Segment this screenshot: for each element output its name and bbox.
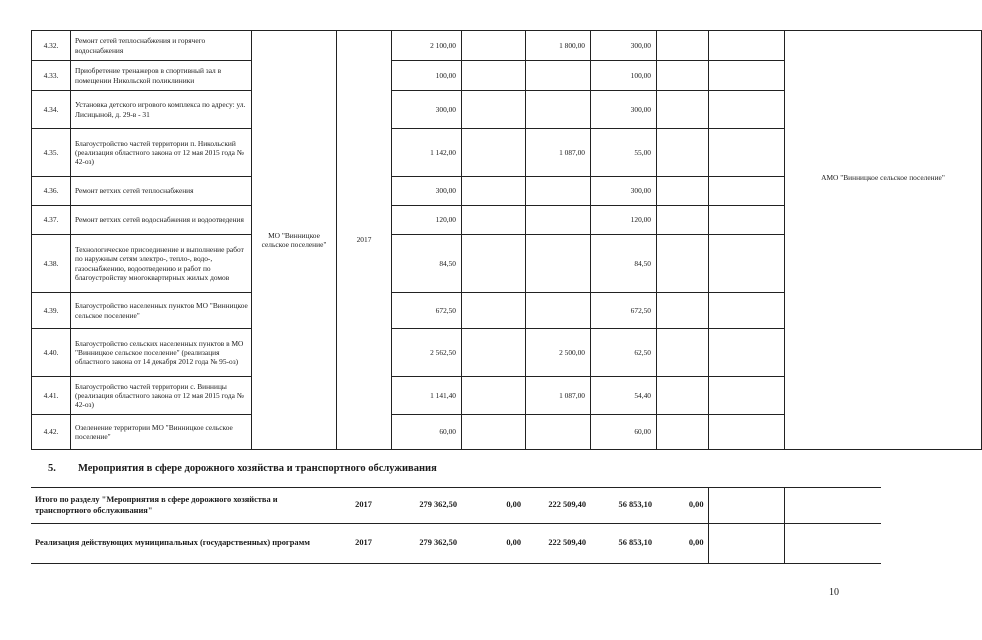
- total-value: 60,00: [392, 415, 462, 450]
- totals-col4: 56 853,10: [590, 488, 656, 524]
- col4-value: 100,00: [591, 61, 657, 91]
- totals-name: Реализация действующих муниципальных (государственных) программ: [31, 524, 336, 564]
- section-heading: [48, 463, 437, 474]
- col3-value: 1 087,00: [526, 129, 591, 177]
- total-value: 2 562,50: [392, 329, 462, 377]
- col6-value: [709, 61, 785, 91]
- totals-total: 279 362,50: [391, 524, 461, 564]
- totals-col2: 0,00: [461, 488, 525, 524]
- col2-value: [462, 31, 526, 61]
- measures-table: [31, 30, 982, 450]
- col6-value: [709, 377, 785, 415]
- row-number: 4.40.: [32, 329, 71, 377]
- col5-value: [657, 293, 709, 329]
- col5-value: [657, 206, 709, 235]
- col6-value: [709, 129, 785, 177]
- row-number: 4.37.: [32, 206, 71, 235]
- row-name: Ремонт ветхих сетей водоснабжения и водоотведения: [71, 206, 252, 235]
- col5-value: [657, 177, 709, 206]
- col6-value: [709, 293, 785, 329]
- row-name: Благоустройство частей территории п. Никольский (реализация областного закона от 12 мая 2015 года № 42-оз): [71, 129, 252, 177]
- totals-total: 279 362,50: [391, 488, 461, 524]
- col6-value: [709, 177, 785, 206]
- col3-value: 2 500,00: [526, 329, 591, 377]
- row-name: Приобретение тренажеров в спортивный зал в помещении Никольской поликлиники: [71, 61, 252, 91]
- row-number: 4.35.: [32, 129, 71, 177]
- section-number: 5.: [48, 463, 56, 474]
- table-row: [32, 31, 982, 61]
- col3-value: [526, 415, 591, 450]
- total-value: 120,00: [392, 206, 462, 235]
- totals-empty: [784, 488, 881, 524]
- col5-value: [657, 61, 709, 91]
- row-number: 4.36.: [32, 177, 71, 206]
- section-title: Мероприятия в сфере дорожного хозяйства и транспортного обслуживания: [78, 463, 437, 474]
- row-name: Технологическое присоединение и выполнение работ по наружным сетям электро-, тепло-, водо-, газоснабжению, водоотведению и работ по благоустройству многоквартирных жилых домов: [71, 235, 252, 293]
- col4-value: 60,00: [591, 415, 657, 450]
- col3-value: 1 087,00: [526, 377, 591, 415]
- totals-year: 2017: [336, 524, 391, 564]
- col4-value: 300,00: [591, 91, 657, 129]
- row-number: 4.32.: [32, 31, 71, 61]
- col4-value: 120,00: [591, 206, 657, 235]
- row-number: 4.33.: [32, 61, 71, 91]
- col4-value: 84,50: [591, 235, 657, 293]
- col3-value: [526, 235, 591, 293]
- executor-cell: [785, 31, 982, 450]
- row-number: 4.39.: [32, 293, 71, 329]
- totals-col3: 222 509,40: [525, 524, 590, 564]
- col6-value: [709, 329, 785, 377]
- totals-row: [31, 488, 881, 524]
- totals-col2: 0,00: [461, 524, 525, 564]
- col6-value: [709, 415, 785, 450]
- row-number: 4.41.: [32, 377, 71, 415]
- total-value: 2 100,00: [392, 31, 462, 61]
- col2-value: [462, 377, 526, 415]
- municipality-cell: [252, 31, 337, 450]
- row-number: 4.38.: [32, 235, 71, 293]
- col2-value: [462, 177, 526, 206]
- total-value: 1 142,00: [392, 129, 462, 177]
- col6-value: [709, 235, 785, 293]
- row-number: 4.34.: [32, 91, 71, 129]
- total-value: 84,50: [392, 235, 462, 293]
- totals-col4: 56 853,10: [590, 524, 656, 564]
- col6-value: [709, 206, 785, 235]
- col4-value: 300,00: [591, 177, 657, 206]
- row-name: Установка детского игрового комплекса по адресу: ул. Лисицыной, д. 29-в - 31: [71, 91, 252, 129]
- col2-value: [462, 91, 526, 129]
- col3-value: [526, 293, 591, 329]
- municipality-text: МО "Винницкое сельское поселение": [261, 230, 327, 249]
- col5-value: [657, 415, 709, 450]
- col2-value: [462, 293, 526, 329]
- col3-value: [526, 177, 591, 206]
- totals-empty: [784, 524, 881, 564]
- row-number: 4.42.: [32, 415, 71, 450]
- total-value: 300,00: [392, 91, 462, 129]
- executor-text: АМО "Винницкое сельское поселение": [821, 173, 945, 182]
- col3-value: [526, 61, 591, 91]
- row-name: Благоустройство населенных пунктов МО "Винницкое сельское поселение": [71, 293, 252, 329]
- year-cell: [337, 31, 392, 450]
- year-text: 2017: [356, 235, 372, 245]
- col3-value: [526, 206, 591, 235]
- total-value: 672,50: [392, 293, 462, 329]
- col4-value: 54,40: [591, 377, 657, 415]
- col2-value: [462, 129, 526, 177]
- row-name: Благоустройство сельских населенных пунктов в МО "Винницкое сельское поселение" (реализация областного закона от 14 декабря 2012 года № 95-оз): [71, 329, 252, 377]
- col5-value: [657, 377, 709, 415]
- col4-value: 62,50: [591, 329, 657, 377]
- totals-row: [31, 524, 881, 564]
- totals-empty: [708, 524, 784, 564]
- col2-value: [462, 61, 526, 91]
- totals-year: 2017: [336, 488, 391, 524]
- row-name: Ремонт сетей теплоснабжения и горячего водоснабжения: [71, 31, 252, 61]
- totals-col5: 0,00: [656, 524, 708, 564]
- col2-value: [462, 329, 526, 377]
- row-name: Благоустройство частей территории с. Винницы (реализация областного закона от 12 мая 2015 года № 42-оз): [71, 377, 252, 415]
- col5-value: [657, 129, 709, 177]
- col5-value: [657, 329, 709, 377]
- col4-value: 672,50: [591, 293, 657, 329]
- col4-value: 55,00: [591, 129, 657, 177]
- totals-name: Итого по разделу "Мероприятия в сфере дорожного хозяйства и транспортного обслуживания": [31, 488, 336, 524]
- totals-col5: 0,00: [656, 488, 708, 524]
- col2-value: [462, 206, 526, 235]
- total-value: 100,00: [392, 61, 462, 91]
- row-name: Озеленение территории МО "Винницкое сельское поселение": [71, 415, 252, 450]
- totals-col3: 222 509,40: [525, 488, 590, 524]
- col5-value: [657, 91, 709, 129]
- col2-value: [462, 415, 526, 450]
- row-name: Ремонт ветхих сетей теплоснабжения: [71, 177, 252, 206]
- col2-value: [462, 235, 526, 293]
- total-value: 1 141,40: [392, 377, 462, 415]
- col6-value: [709, 31, 785, 61]
- page-number: 10: [829, 587, 839, 598]
- col3-value: [526, 91, 591, 129]
- col6-value: [709, 91, 785, 129]
- col5-value: [657, 31, 709, 61]
- totals-empty: [708, 488, 784, 524]
- totals-table: [31, 487, 881, 564]
- col4-value: 300,00: [591, 31, 657, 61]
- col3-value: 1 800,00: [526, 31, 591, 61]
- col5-value: [657, 235, 709, 293]
- total-value: 300,00: [392, 177, 462, 206]
